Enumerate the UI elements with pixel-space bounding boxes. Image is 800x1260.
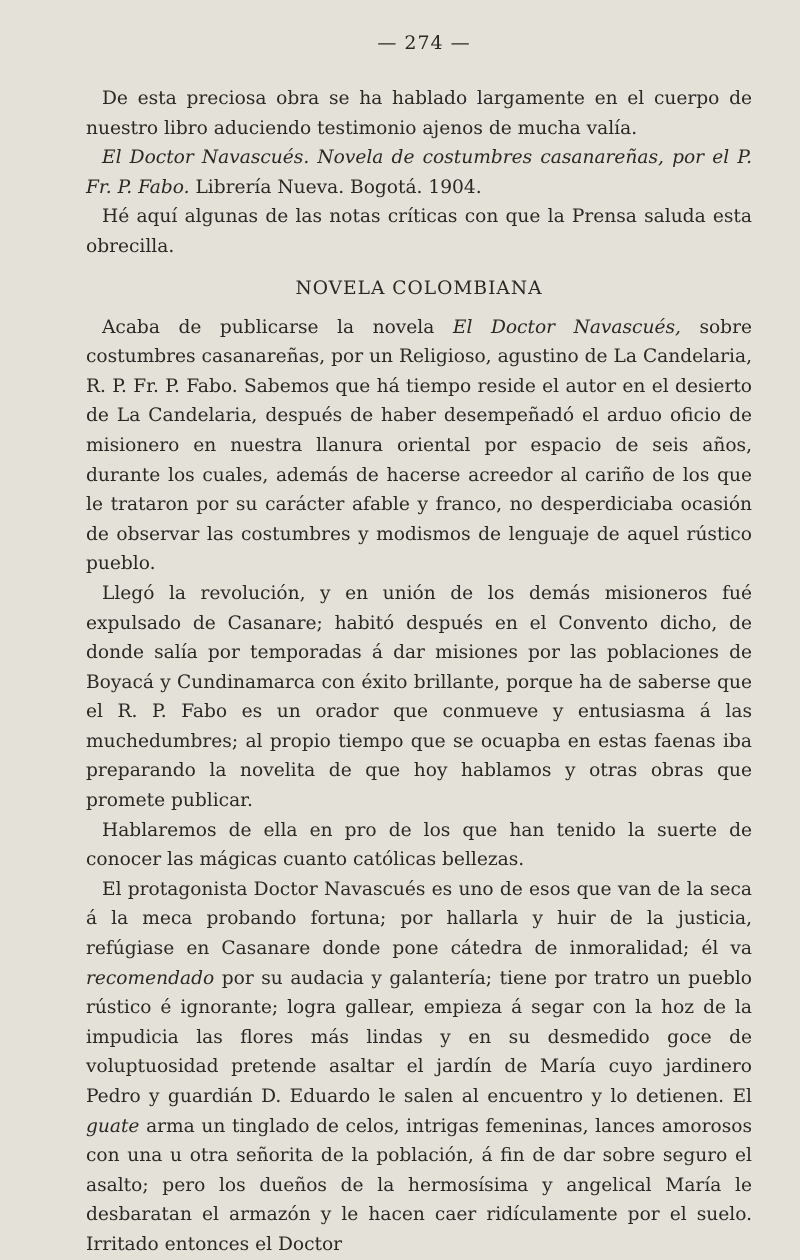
- paragraph-body-4: El protagonista Doctor Navascués es uno de esos que van de la seca á la meca probando fortuna; por hallarla y huir de la justicia, refúgiase en Casanare donde pone cátedra de inmoralidad; él va recomendado por su audacia y galantería; tiene por tratro un pueblo rústico é ignorante; logra gallear, empieza á segar con la hoz de la impudicia las flores más lindas y en su desmedido goce de voluptuosidad pretende asaltar el jardín de María cuyo jardinero Pedro y guardián D. Eduardo le salen al encuentro y lo detienen. El guate arma un tinglado de celos, intrigas femeninas, lances amorosos con una u otra señorita de la población, á fin de dar sobre seguro el asalto; pero los dueños de la hermosísima y angelical María le desbaratan el armazón y le hacen caer ridículamente por el suelo. Irritado entonces el Doctor: [86, 878, 752, 1255]
- paragraph-notes: Hé aquí algunas de las notas críticas con que la Prensa saluda esta obrecilla.: [86, 206, 752, 257]
- section-heading: NOVELA COLOMBIANA: [295, 277, 543, 299]
- paragraph-intro: De esta preciosa obra se ha hablado largamente en el cuerpo de nuestro libro aduciendo testimonio ajenos de mucha valía.: [86, 88, 752, 139]
- paragraph-body-1: Acaba de publicarse la novela El Doctor Navascués, sobre costumbres casanareñas, por un Religioso, agustino de La Candelaria, R. P. Fr. P. Fabo. Sabemos que há tiempo reside el autor en el desierto de La Candelaria, después de haber desempeñadó el arduo oficio de misionero en nuestra llanura oriental por espacio de seis años, durante los cuales, además de hacerse acreedor al cariño de los que le trataron por su carácter afable y franco, no desperdiciaba ocasión de observar las costumbres y modismos de lenguaje de aquel rústico pueblo.: [86, 316, 752, 575]
- paragraph-citation: El Doctor Navascués. Novela de costumbres casanareñas, por el P. Fr. P. Fabo. Librería Nueva. Bogotá. 1904.: [86, 147, 752, 198]
- page-number: — 274 —: [377, 32, 471, 54]
- paragraph-body-3: Hablaremos de ella en pro de los que han tenido la suerte de conocer las mágicas cuanto católicas bellezas.: [86, 819, 752, 871]
- paragraph-body-2: Llegó la revolución, y en unión de los demás misioneros fué expulsado de Casanare; habitó después en el Convento dicho, de donde salía por temporadas á dar misiones por las poblaciones de Boyacá y Cundinamarca con éxito brillante, porque ha de saberse que el R. P. Fabo es un orador que conmueve y entusiasma á las muchedumbres; al propio tiempo que se ocuapba en estas faenas iba preparando la novelita de que hoy hablamos y otras obras que promete publicar.: [86, 582, 752, 812]
